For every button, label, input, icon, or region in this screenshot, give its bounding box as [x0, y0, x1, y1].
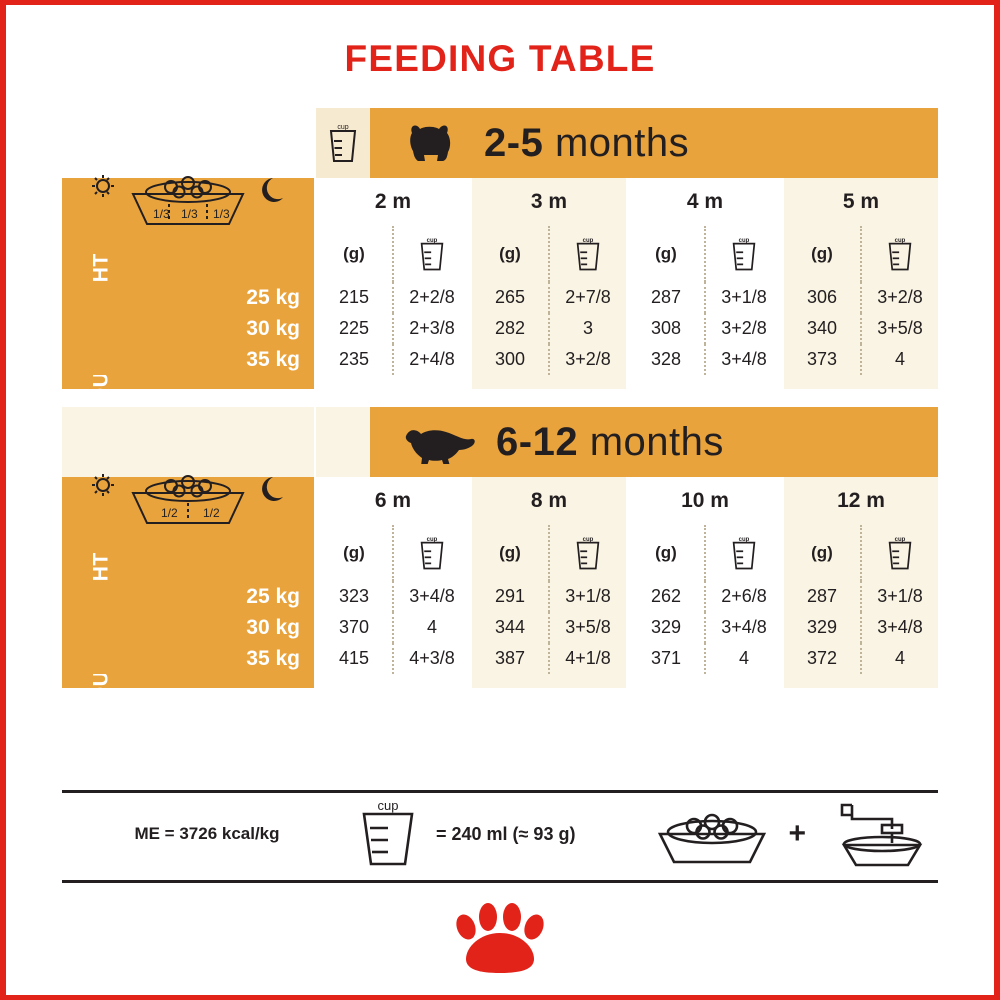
- cup-equivalence-label: = 240 ml (≈ 93 g): [436, 823, 576, 844]
- cell-group: [470, 282, 626, 313]
- unit-grams: (g): [655, 244, 677, 263]
- age-column-header: 6 m: [314, 477, 470, 525]
- unit-group: [314, 525, 470, 581]
- unit-group: [782, 525, 938, 581]
- footer-top-rule: [62, 790, 938, 793]
- cell-cup: 4: [860, 643, 938, 674]
- measuring-cup-icon: [729, 235, 759, 273]
- svg-text:1/2: 1/2: [203, 506, 220, 520]
- cell-group: [314, 313, 470, 344]
- unit-cup: [392, 525, 470, 581]
- cell-group: [470, 344, 626, 375]
- unit-group: [470, 226, 626, 282]
- cell-group: [782, 612, 938, 643]
- unit-group: [626, 525, 782, 581]
- measuring-cup-icon: [573, 534, 603, 572]
- unit-grams: (g): [343, 244, 365, 263]
- unit-headers-row: [62, 525, 938, 581]
- section-puppy-2-5: [62, 108, 938, 389]
- left-column-spacer: [62, 525, 314, 581]
- unit-grams: (g): [499, 244, 521, 263]
- cell-group: [626, 581, 782, 612]
- cell-grams: 306: [806, 287, 838, 307]
- cell-grams: 287: [806, 586, 838, 606]
- row-weight-cell: [62, 282, 314, 313]
- cell-grams: 370: [338, 617, 370, 637]
- measuring-cup-icon: [729, 534, 759, 572]
- cell-group: [782, 313, 938, 344]
- age-column-header: 4 m: [626, 178, 782, 226]
- table-row: [62, 282, 938, 313]
- cup-legend-column: [314, 108, 370, 178]
- cell-cup: 4+3/8: [392, 643, 470, 674]
- measuring-cup-icon: [326, 121, 360, 165]
- svg-text:cup: cup: [582, 536, 594, 543]
- data-rows: [62, 282, 938, 389]
- section-header: [62, 407, 938, 477]
- cell-group: [782, 581, 938, 612]
- svg-text:cup: cup: [426, 237, 438, 244]
- unit-cup: [704, 226, 782, 282]
- cell-grams: 373: [806, 349, 838, 369]
- cell-cup: 4: [860, 344, 938, 375]
- cell-grams: 225: [338, 318, 370, 338]
- age-column-header: 10 m: [626, 477, 782, 525]
- unit-group: [470, 525, 626, 581]
- svg-text:cup: cup: [377, 798, 399, 813]
- table-row: [62, 581, 938, 612]
- unit-group: [626, 226, 782, 282]
- cell-grams: 308: [650, 318, 682, 338]
- cell-group: [626, 344, 782, 375]
- table-row: [62, 344, 938, 375]
- table-row: [62, 313, 938, 344]
- cell-cup: 4: [392, 612, 470, 643]
- row-weight-cell: [62, 643, 314, 674]
- cell-group: [626, 612, 782, 643]
- cell-group: [314, 282, 470, 313]
- cell-group: [782, 344, 938, 375]
- cell-group: [314, 643, 470, 674]
- cell-group: [470, 612, 626, 643]
- unit-grams: (g): [655, 543, 677, 562]
- unit-cup: [704, 525, 782, 581]
- cell-cup: 3+1/8: [704, 282, 782, 313]
- unit-grams: (g): [499, 543, 521, 562]
- svg-text:cup: cup: [738, 237, 750, 244]
- cell-cup: 2+4/8: [392, 344, 470, 375]
- measuring-cup-icon: [573, 235, 603, 273]
- row-bottom-padding: [62, 674, 938, 688]
- cell-grams: 300: [494, 349, 526, 369]
- cell-group: [470, 643, 626, 674]
- row-weight-cell: [62, 612, 314, 643]
- cell-group: [782, 643, 938, 674]
- age-column-header: 3 m: [470, 178, 626, 226]
- cell-cup: 3+2/8: [548, 344, 626, 375]
- cell-cup: 4: [704, 643, 782, 674]
- cell-grams: 371: [650, 648, 682, 668]
- cell-cup: 3+1/8: [860, 581, 938, 612]
- table-row: [62, 612, 938, 643]
- row-weight-label: 30 kg: [246, 616, 300, 639]
- cell-cup: 3: [548, 313, 626, 344]
- cell-grams: 287: [650, 287, 682, 307]
- cell-group: [314, 581, 470, 612]
- cell-grams: 415: [338, 648, 370, 668]
- section-heading-text: 6-12 months: [496, 419, 724, 464]
- cell-grams: 235: [338, 349, 370, 369]
- cell-cup: 4+1/8: [548, 643, 626, 674]
- cell-cup: 3+5/8: [860, 313, 938, 344]
- unit-group: [782, 226, 938, 282]
- cell-cup: 2+6/8: [704, 581, 782, 612]
- data-rows: [62, 581, 938, 688]
- meal-split-illustration: [62, 174, 314, 230]
- age-column-header: 5 m: [782, 178, 938, 226]
- cell-grams: 329: [806, 617, 838, 637]
- unit-cup: [548, 525, 626, 581]
- unit-grams: (g): [343, 543, 365, 562]
- cell-group: [470, 581, 626, 612]
- age-column-header: 2 m: [314, 178, 470, 226]
- meal-split-illustration: [62, 473, 314, 529]
- cell-cup: 2+3/8: [392, 313, 470, 344]
- legend-slot: [62, 108, 314, 178]
- cell-group: [314, 344, 470, 375]
- plus-sign: +: [788, 817, 806, 850]
- cell-grams: 328: [650, 349, 682, 369]
- cell-grams: 344: [494, 617, 526, 637]
- row-weight-label: 25 kg: [246, 286, 300, 309]
- age-column-header: 12 m: [782, 477, 938, 525]
- cell-cup: 3+4/8: [704, 344, 782, 375]
- cell-group: [470, 313, 626, 344]
- row-weight-cell: [62, 313, 314, 344]
- cell-grams: 262: [650, 586, 682, 606]
- section-header: [62, 108, 938, 178]
- svg-text:cup: cup: [894, 237, 906, 244]
- unit-grams: (g): [811, 244, 833, 263]
- row-weight-label: 25 kg: [246, 585, 300, 608]
- cell-group: [626, 282, 782, 313]
- cell-cup: 3+5/8: [548, 612, 626, 643]
- row-weight-cell: [62, 581, 314, 612]
- legend-slot: [62, 407, 314, 477]
- puppy-silhouette-icon: [400, 121, 466, 165]
- unit-cup: [392, 226, 470, 282]
- cell-cup: 3+1/8: [548, 581, 626, 612]
- cell-group: [626, 313, 782, 344]
- measuring-cup-icon: [885, 235, 915, 273]
- table-row: [62, 643, 938, 674]
- svg-text:cup: cup: [426, 536, 438, 543]
- water-tap-bowl-icon: [818, 799, 938, 869]
- cell-grams: 215: [338, 287, 370, 307]
- unit-cup: [548, 226, 626, 282]
- cell-grams: 372: [806, 648, 838, 668]
- svg-text:1/3: 1/3: [213, 207, 230, 221]
- section-divider: [62, 389, 938, 407]
- measuring-cup-icon: [885, 534, 915, 572]
- cell-cup: 2+2/8: [392, 282, 470, 313]
- unit-grams: (g): [811, 543, 833, 562]
- cell-group: [782, 282, 938, 313]
- royal-canin-paw-logo: [440, 901, 560, 982]
- unit-group: [314, 226, 470, 282]
- unit-cup: [860, 226, 938, 282]
- left-column-spacer: [62, 226, 314, 282]
- cell-grams: 291: [494, 586, 526, 606]
- measuring-cup-icon: [352, 798, 426, 870]
- row-weight-label: 30 kg: [246, 317, 300, 340]
- cell-cup: 2+7/8: [548, 282, 626, 313]
- cell-group: [626, 643, 782, 674]
- measuring-cup-icon: [417, 235, 447, 273]
- row-weight-label: 35 kg: [246, 348, 300, 371]
- sun-bowl-moon-icon: [73, 473, 303, 529]
- svg-text:1/2: 1/2: [161, 506, 178, 520]
- unit-headers-row: [62, 226, 938, 282]
- row-weight-cell: [62, 344, 314, 375]
- cell-cup: 3+2/8: [704, 313, 782, 344]
- cell-cup: 3+4/8: [860, 612, 938, 643]
- adult-dog-silhouette-icon: [400, 420, 478, 464]
- cell-group: [314, 612, 470, 643]
- svg-text:cup: cup: [582, 237, 594, 244]
- cell-grams: 323: [338, 586, 370, 606]
- metabolizable-energy-label: ME = 3726 kcal/kg: [134, 824, 280, 843]
- sun-bowl-moon-icon: [73, 174, 303, 230]
- page-title: FEEDING TABLE: [344, 38, 656, 79]
- svg-text:cup: cup: [894, 536, 906, 543]
- section-heading-text: 2-5 months: [484, 120, 690, 165]
- svg-text:cup: cup: [738, 536, 750, 543]
- cell-cup: 3+2/8: [860, 282, 938, 313]
- cell-cup: 3+4/8: [704, 612, 782, 643]
- cell-grams: 282: [494, 318, 526, 338]
- age-column-header: 8 m: [470, 477, 626, 525]
- measuring-cup-icon: [417, 534, 447, 572]
- cell-grams: 340: [806, 318, 838, 338]
- cup-legend-column: [314, 407, 370, 477]
- footer-legend: [62, 795, 938, 873]
- cell-cup: 3+4/8: [392, 581, 470, 612]
- cell-grams: 387: [494, 648, 526, 668]
- section-heading: [370, 407, 938, 477]
- svg-text:1/3: 1/3: [153, 207, 170, 221]
- svg-text:cup: cup: [337, 124, 349, 131]
- section-junior-6-12: [62, 407, 938, 688]
- section-heading: [370, 108, 938, 178]
- row-bottom-padding: [62, 375, 938, 389]
- kibble-bowl-icon: [646, 802, 776, 866]
- svg-text:1/3: 1/3: [181, 207, 198, 221]
- row-weight-label: 35 kg: [246, 647, 300, 670]
- feeding-table: [62, 108, 938, 688]
- unit-cup: [860, 525, 938, 581]
- cell-grams: 329: [650, 617, 682, 637]
- cell-grams: 265: [494, 287, 526, 307]
- footer-bottom-rule: [62, 880, 938, 883]
- bottom-red-border: [0, 995, 1000, 1000]
